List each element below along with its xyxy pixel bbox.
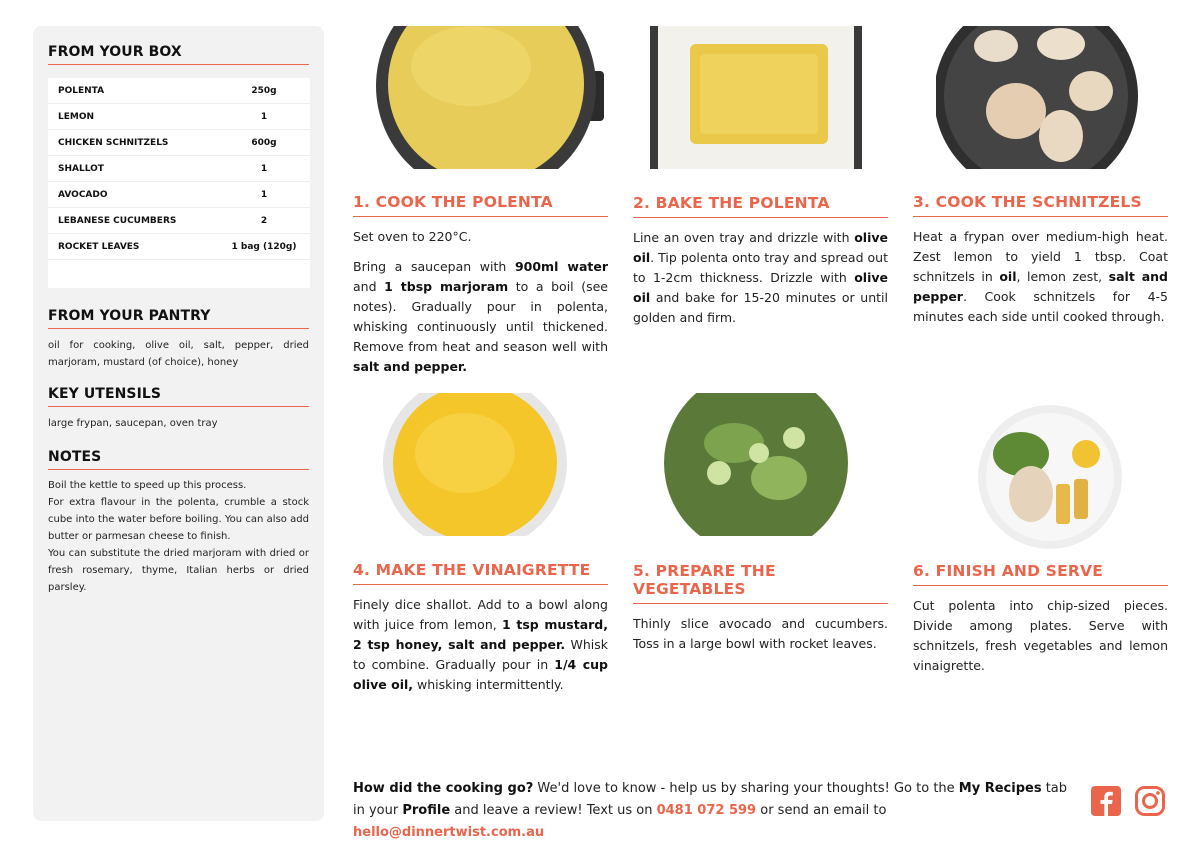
footer-text: and leave a review! Text us on (450, 803, 657, 818)
footer-text: or send an email to (756, 803, 887, 818)
vinaigrette-bowl-photo (380, 393, 570, 536)
notes-text (48, 477, 309, 596)
bold-ingredient: 900ml water (514, 259, 608, 274)
pantry-heading: FROM YOUR PANTRY (48, 308, 309, 329)
bold-ingredient: 1 tbsp marjoram (384, 279, 509, 294)
ingredient-row (48, 130, 310, 156)
step-title: 2. BAKE THE POLENTA (633, 194, 888, 218)
step-text-segment: Heat a frypan over medium-high heat. Zest lemon to yield 1 tbsp. Coat schnitzels in (913, 229, 1168, 284)
ingredient-qty: 250g (251, 85, 277, 96)
step-4 (353, 561, 608, 695)
note-line: You can substitute the dried marjoram with dried or fresh rosemary, thyme, Italian herbs or dried parsley. (48, 548, 309, 593)
polenta-pot-photo (376, 26, 606, 169)
ingredient-name: POLENTA (58, 85, 105, 96)
footer-bold-text: Profile (402, 803, 451, 818)
ingredients-sidebar (33, 26, 324, 821)
bold-ingredient: 1/4 cup olive oil, (353, 657, 608, 692)
ingredient-row (48, 208, 310, 234)
step-text (633, 228, 888, 328)
ingredient-row (48, 104, 310, 130)
instagram-icon[interactable] (1134, 785, 1166, 817)
ingredient-qty: 1 (260, 111, 268, 122)
bold-ingredient: salt and pepper. (353, 359, 468, 374)
step-text-segment: whisking intermittently. (413, 677, 564, 692)
ingredient-qty: 1 (260, 189, 268, 200)
footer-bold-text: How did the cooking go? (353, 781, 534, 796)
salad-bowl-photo (664, 393, 848, 536)
step-text (633, 614, 888, 654)
ingredient-name: CHICKEN SCHNITZELS (58, 137, 169, 148)
step-text (353, 257, 608, 377)
step-text-segment: Thinly slice avocado and cucumbers. Toss in a large bowl with rocket leaves. (633, 616, 888, 651)
ingredient-name: AVOCADO (58, 189, 108, 200)
bold-ingredient: 1 tsp mustard, 2 tsp honey, salt and pepper. (353, 617, 608, 652)
step-text-segment: . Cook schnitzels for 4-5 minutes each side until cooked through. (913, 289, 1168, 324)
step-text-segment: Line an oven tray and drizzle with (633, 230, 855, 245)
schnitzels-pan-photo (936, 26, 1160, 169)
step-text-segment: Finely dice shallot. Add to a bowl along with juice from lemon, (353, 597, 608, 632)
feedback-footer (353, 778, 1073, 844)
ingredient-row (48, 78, 310, 104)
finished-plate-photo (976, 404, 1124, 550)
box-ingredients-table (48, 78, 310, 288)
bold-ingredient: oil (999, 269, 1017, 284)
step-2 (633, 194, 888, 328)
step-title: 5. PREPARE THE VEGETABLES (633, 562, 888, 604)
step-6 (913, 562, 1168, 676)
step-text-segment: to a boil (see notes). Gradually pour in polenta, whisking continuously until thickened. Remove from heat and season well with (353, 279, 609, 354)
footer-text: We'd love to know - help us by sharing your thoughts! Go to the (533, 781, 959, 796)
step-text (913, 227, 1168, 327)
step-text (353, 595, 608, 695)
step-text-segment: . Tip polenta onto tray and spread out to 1-2cm thickness. Drizzle with (633, 250, 888, 285)
ingredient-row (48, 182, 310, 208)
ingredient-qty: 2 (260, 215, 268, 226)
polenta-tray-photo (650, 26, 862, 169)
ingredient-qty: 600g (251, 137, 277, 148)
step-text-segment: and bake for 15-20 minutes or until golden and firm. (633, 290, 888, 325)
from-your-box-heading: FROM YOUR BOX (48, 44, 309, 65)
step-text: Set oven to 220°C. (353, 229, 472, 244)
step-text-segment: Bring a saucepan with (353, 259, 515, 274)
pantry-text: oil for cooking, olive oil, salt, pepper, dried marjoram, mustard (of choice), honey (48, 340, 309, 368)
step-title: 3. COOK THE SCHNITZELS (913, 193, 1168, 217)
note-line: For extra flavour in the polenta, crumble a stock cube into the water before boiling. You can also add butter or parmesan cheese to finish. (48, 497, 309, 542)
step-text (913, 596, 1168, 676)
facebook-icon[interactable] (1090, 785, 1122, 817)
email-link[interactable]: hello@dinnertwist.com.au (353, 825, 545, 840)
ingredient-name: SHALLOT (58, 163, 104, 174)
bold-ingredient: salt and pepper (913, 269, 1168, 304)
footer-text: tab in your (353, 781, 1068, 818)
note-line: Boil the kettle to speed up this process. (48, 480, 247, 491)
ingredient-name: ROCKET LEAVES (58, 241, 140, 252)
ingredient-name: LEBANESE CUCUMBERS (58, 215, 177, 226)
step-text-segment: Whisk to combine. Gradually pour in (353, 637, 608, 672)
ingredient-qty: 1 bag (120g) (231, 241, 297, 252)
notes-heading: NOTES (48, 449, 309, 470)
ingredient-row (48, 156, 310, 182)
step-5 (633, 562, 888, 654)
step-title: 4. MAKE THE VINAIGRETTE (353, 561, 608, 585)
ingredient-row (48, 234, 310, 260)
bold-ingredient: olive oil (633, 230, 888, 265)
utensils-text: large frypan, saucepan, oven tray (48, 418, 218, 429)
phone-link[interactable]: 0481 072 599 (656, 803, 757, 818)
footer-bold-text: My Recipes (958, 781, 1042, 796)
step-text-segment: Cut polenta into chip-sized pieces. Divide among plates. Serve with schnitzels, fresh vegetables and lemon vinaigrette. (913, 598, 1168, 673)
step-title: 1. COOK THE POLENTA (353, 193, 608, 217)
step-3 (913, 193, 1168, 327)
utensils-heading: KEY UTENSILS (48, 386, 309, 407)
step-text-segment: and (353, 279, 385, 294)
step-text-segment: , lemon zest, (1016, 269, 1109, 284)
step-1 (353, 193, 608, 377)
bold-ingredient: olive oil (633, 270, 888, 305)
step-title: 6. FINISH AND SERVE (913, 562, 1168, 586)
ingredient-qty: 1 (260, 163, 268, 174)
ingredient-name: LEMON (58, 111, 95, 122)
